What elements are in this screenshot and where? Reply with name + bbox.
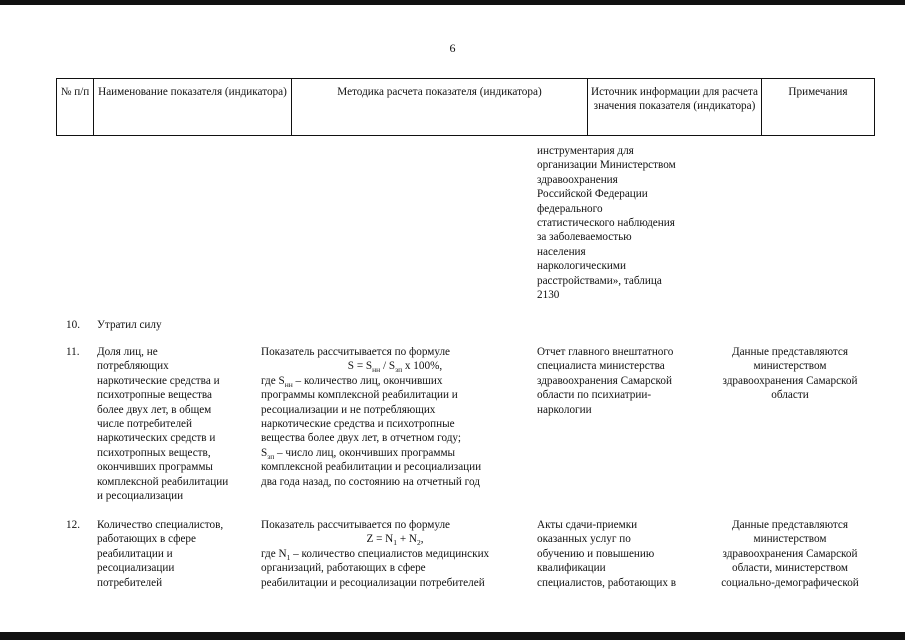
- notes-line: министерством: [753, 533, 827, 546]
- method-line: два года назад, по состоянию на отчетный год: [261, 475, 480, 488]
- method-line: где $N_1$ – количество специалистов медицинских: [261, 547, 490, 563]
- name-line: наркотических средств и: [97, 432, 216, 445]
- notes-line: Данные представляются: [731, 519, 849, 531]
- source-line: наркологии: [537, 403, 592, 416]
- row-12-method: [261, 518, 529, 590]
- row-12-name: [97, 518, 259, 590]
- name-line: ресоциализации: [97, 562, 175, 575]
- source-line: инструментария для: [537, 145, 634, 157]
- source-line: обучению и повышению: [537, 547, 655, 560]
- row-12-notes: [706, 518, 874, 590]
- name-line: более двух лет, в общем: [97, 403, 212, 416]
- notes-line: Данные представляются: [731, 346, 849, 358]
- name-line: Количество специалистов,: [97, 519, 224, 531]
- method-line: организаций, работающих в сфере: [261, 562, 426, 575]
- header-method: Методика расчета показателя (индикатора): [291, 79, 587, 135]
- name-line: числе потребителей: [97, 418, 193, 431]
- source-line: населения: [537, 245, 586, 258]
- formula: $S = S_{нн} / S_{зп}$ x 100%,: [347, 360, 443, 375]
- row-12-num: 12.: [66, 519, 80, 531]
- name-line: и ресоциализации: [97, 490, 184, 503]
- source-line: Российской Федерации: [537, 188, 648, 201]
- name-line: психотропных веществ,: [97, 446, 211, 459]
- table-header: [56, 78, 875, 136]
- header-source: Источник информации для расчета значения показателя (индикатора): [587, 79, 761, 135]
- method-line: $S_{зп}$ – число лиц, окончивших программы: [261, 446, 456, 462]
- row-11-notes: [706, 345, 874, 403]
- name-line: психотропные вещества: [97, 389, 213, 402]
- continued-source: [537, 144, 707, 302]
- bottom-border: [0, 632, 905, 640]
- source-line: расстройствами», таблица: [537, 274, 662, 287]
- page-number: 6: [449, 41, 456, 55]
- header-name: Наименование показателя (индикатора): [93, 79, 291, 135]
- source-line: здравоохранения Самарской: [537, 374, 673, 387]
- method-line: ресоциализации и не потребляющих: [261, 403, 436, 416]
- source-line: области по психиатрии-: [537, 389, 652, 402]
- top-border: [0, 0, 905, 5]
- notes-line: здравоохранения Самарской: [722, 374, 858, 387]
- row-12-source: [537, 518, 707, 590]
- source-line: федерального: [537, 202, 603, 215]
- notes-line: социально-демографической: [721, 576, 859, 589]
- notes-line: министерством: [753, 360, 827, 373]
- method-line: наркотические средства и психотропные: [261, 418, 455, 431]
- name-line: наркотические средства и: [97, 374, 220, 387]
- name-line: окончивших программы: [97, 461, 213, 474]
- notes-line: области, министерством: [732, 562, 848, 575]
- method-line: вещества более двух лет, в отчетном году;: [261, 432, 461, 445]
- row-11-method: [261, 345, 529, 489]
- name-line: потребляющих: [97, 360, 169, 373]
- source-line: наркологическими: [537, 260, 626, 273]
- method-intro: Показатель рассчитывается по формуле: [261, 346, 450, 358]
- header-notes: Примечания: [761, 79, 874, 135]
- name-line: реабилитации и: [97, 547, 173, 560]
- notes-line: области: [771, 389, 809, 402]
- method-line: где $S_{нн}$ – количество лиц, окончивших: [261, 374, 443, 390]
- method-line: комплексной реабилитации и ресоциализации: [261, 461, 482, 474]
- method-intro: Показатель рассчитывается по формуле: [261, 519, 450, 531]
- source-line: Акты сдачи-приемки: [537, 519, 638, 531]
- name-line: работающих в сфере: [97, 533, 196, 546]
- source-line: здравоохранения: [537, 173, 618, 186]
- source-line: за заболеваемостью: [537, 231, 632, 244]
- method-line: реабилитации и ресоциализации потребителей: [261, 576, 485, 589]
- source-line: организации Министерством: [537, 159, 676, 172]
- row-10-name: Утратил силу: [97, 319, 162, 331]
- source-line: статистического наблюдения: [537, 217, 675, 230]
- row-10-num: 10.: [66, 319, 80, 331]
- header-num: № п/п: [60, 86, 90, 98]
- notes-line: здравоохранения Самарской: [722, 547, 858, 560]
- method-line: программы комплексной реабилитации и: [261, 389, 458, 402]
- formula: $Z = N_1 + N_2$,: [366, 533, 424, 548]
- name-line: потребителей: [97, 576, 163, 589]
- source-line: специалиста министерства: [537, 360, 665, 373]
- source-line: 2130: [537, 289, 560, 302]
- row-11-name: [97, 345, 259, 503]
- source-line: Отчет главного внештатного: [537, 346, 674, 358]
- name-line: комплексной реабилитации: [97, 475, 229, 488]
- source-line: специалистов, работающих в: [537, 576, 677, 589]
- row-11-source: [537, 345, 707, 417]
- source-line: квалификации: [537, 562, 606, 575]
- name-line: Доля лиц, не: [97, 346, 158, 358]
- row-11-num: 11.: [66, 346, 80, 358]
- source-line: оказанных услуг по: [537, 533, 631, 546]
